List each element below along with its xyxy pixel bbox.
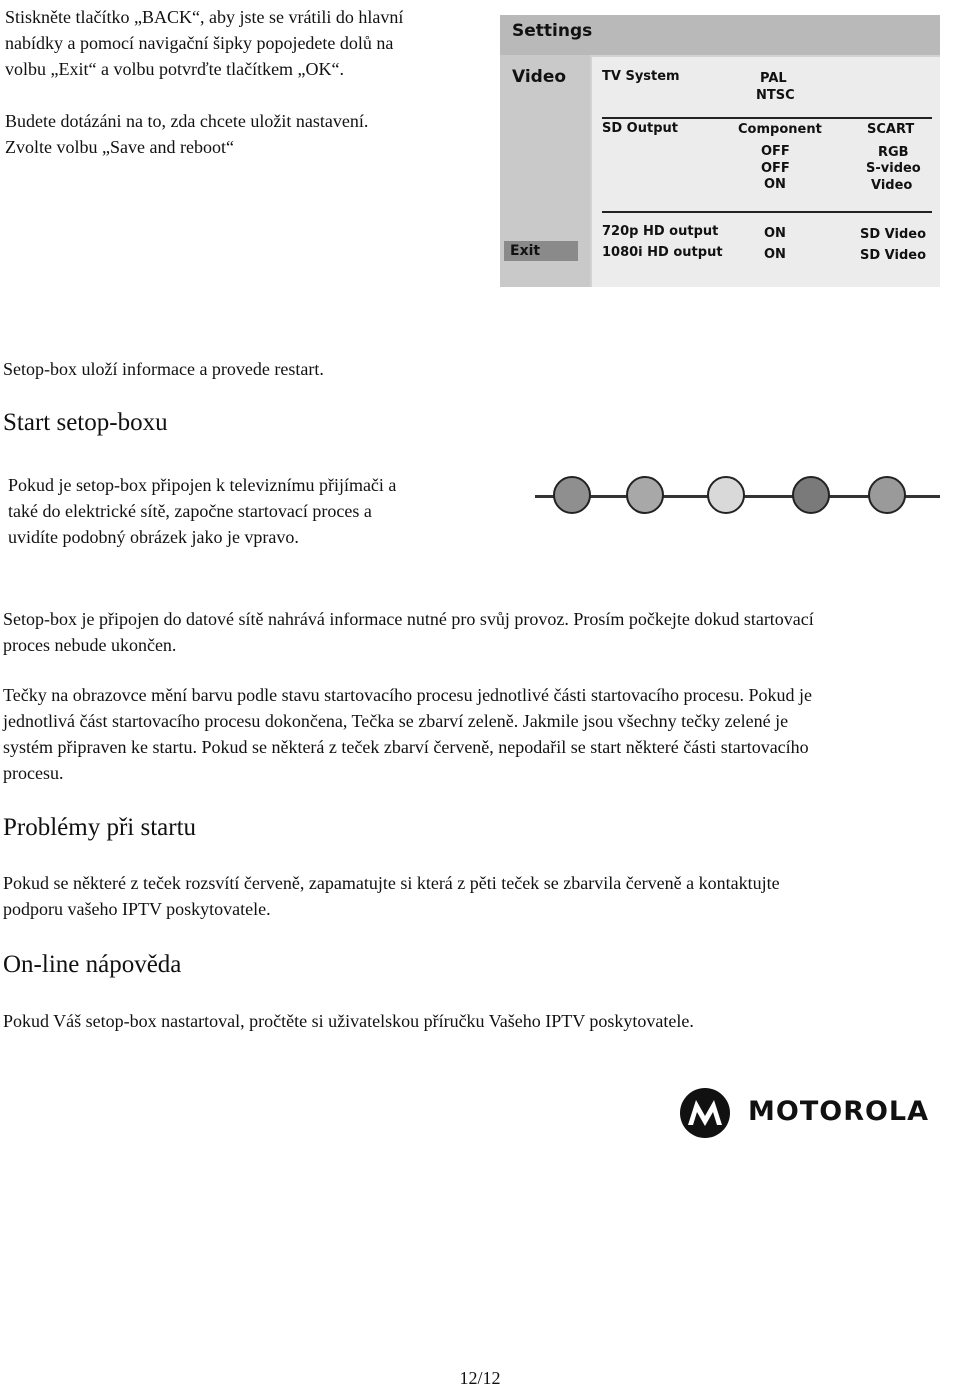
tv-system-label: TV System [602, 69, 680, 84]
hd-row-scart: SD Video [860, 248, 927, 263]
save-note: Setop-box uloží informace a provede restart. [3, 359, 324, 379]
hd-row-label: 720p HD output [602, 224, 719, 239]
intro-line: Budete dotázáni na to, zda chcete uložit nastavení. [5, 111, 369, 131]
scart-value: S-video [866, 161, 921, 176]
start-paragraph-2 [3, 606, 960, 658]
component-value: ON [764, 177, 786, 192]
progress-dot [553, 476, 591, 514]
component-label: Component [738, 122, 822, 137]
start-line: také do elektrické sítě, započne startovací proces a [8, 501, 372, 521]
problems-paragraph [3, 870, 960, 922]
para-line: jednotlivá část startovacího procesu dokončena, Tečka se zbarví zeleně. Jakmile jsou všechny tečky zelené je [3, 711, 789, 731]
intro-line: Zvolte volbu „Save and reboot“ [5, 137, 234, 157]
brand-wordmark: MOTOROLA [748, 1096, 930, 1127]
component-value: OFF [761, 144, 790, 159]
para-line: Pokud se některé z teček rozsvítí červeně, zapamatujte si která z pěti teček se zbarvila červeně a kontaktujte [3, 873, 780, 893]
scart-label: SCART [867, 122, 915, 137]
sd-output-label: SD Output [602, 121, 678, 136]
progress-dots-image [535, 474, 940, 518]
progress-dot [868, 476, 906, 514]
motorola-logo [680, 1088, 955, 1140]
page-number: 12/12 [459, 1368, 501, 1388]
intro-line: volbu „Exit“ a volbu potvrďte tlačítkem „OK“. [5, 59, 345, 79]
scart-value: RGB [878, 145, 909, 160]
heading-start: Start setop-boxu [3, 409, 168, 436]
settings-header [500, 15, 940, 55]
menu-video: Video [512, 67, 567, 87]
motorola-batwing-icon [680, 1088, 730, 1138]
tv-system-option: NTSC [756, 88, 795, 103]
hd-row-label: 1080i HD output [602, 245, 723, 260]
divider [602, 211, 932, 213]
settings-content [592, 57, 940, 287]
progress-dot [707, 476, 745, 514]
divider [602, 117, 932, 119]
heading-problems: Problémy při startu [3, 814, 197, 841]
para-line: proces nebude ukončen. [3, 635, 177, 655]
para-line: procesu. [3, 763, 64, 783]
component-value: OFF [761, 161, 790, 176]
para-line: Tečky na obrazovce mění barvu podle stavu startovacího procesu jednotlivé části startovacího procesu. Pokud je [3, 685, 812, 705]
heading-help: On-line nápověda [3, 951, 182, 978]
start-line: uvidíte podobný obrázek jako je vpravo. [8, 527, 299, 547]
tv-system-option: PAL [760, 71, 787, 86]
intro-text [5, 4, 495, 160]
progress-dot [792, 476, 830, 514]
progress-dot [626, 476, 664, 514]
intro-line: nabídky a pomocí navigační šipky popojedete dolů na [5, 33, 394, 53]
start-line: Pokud je setop-box připojen k televiznímu přijímači a [8, 475, 397, 495]
hd-row-component: ON [764, 247, 786, 262]
scart-value: Video [871, 178, 913, 193]
settings-sidebar [500, 55, 590, 287]
hd-row-component: ON [764, 226, 786, 241]
para-line: systém připraven ke startu. Pokud se některá z teček zbarví červeně, nepodařil se start některé části startovacího [3, 737, 809, 757]
para-line: Setop-box je připojen do datové sítě nahrává informace nutné pro svůj provoz. Prosím počkejte dokud startovací [3, 609, 814, 629]
help-paragraph: Pokud Váš setop-box nastartoval, pročtěte si uživatelskou příručku Vašeho IPTV poskytovatele. [3, 1011, 694, 1031]
settings-title: Settings [512, 21, 593, 41]
para-line: podporu vašeho IPTV poskytovatele. [3, 899, 271, 919]
hd-row-scart: SD Video [860, 227, 927, 242]
start-paragraph-3 [3, 682, 960, 786]
menu-exit: Exit [504, 241, 578, 261]
settings-screen-image [500, 15, 940, 287]
start-paragraph [8, 472, 508, 550]
intro-line: Stiskněte tlačítko „BACK“, aby jste se vrátili do hlavní [5, 7, 404, 27]
